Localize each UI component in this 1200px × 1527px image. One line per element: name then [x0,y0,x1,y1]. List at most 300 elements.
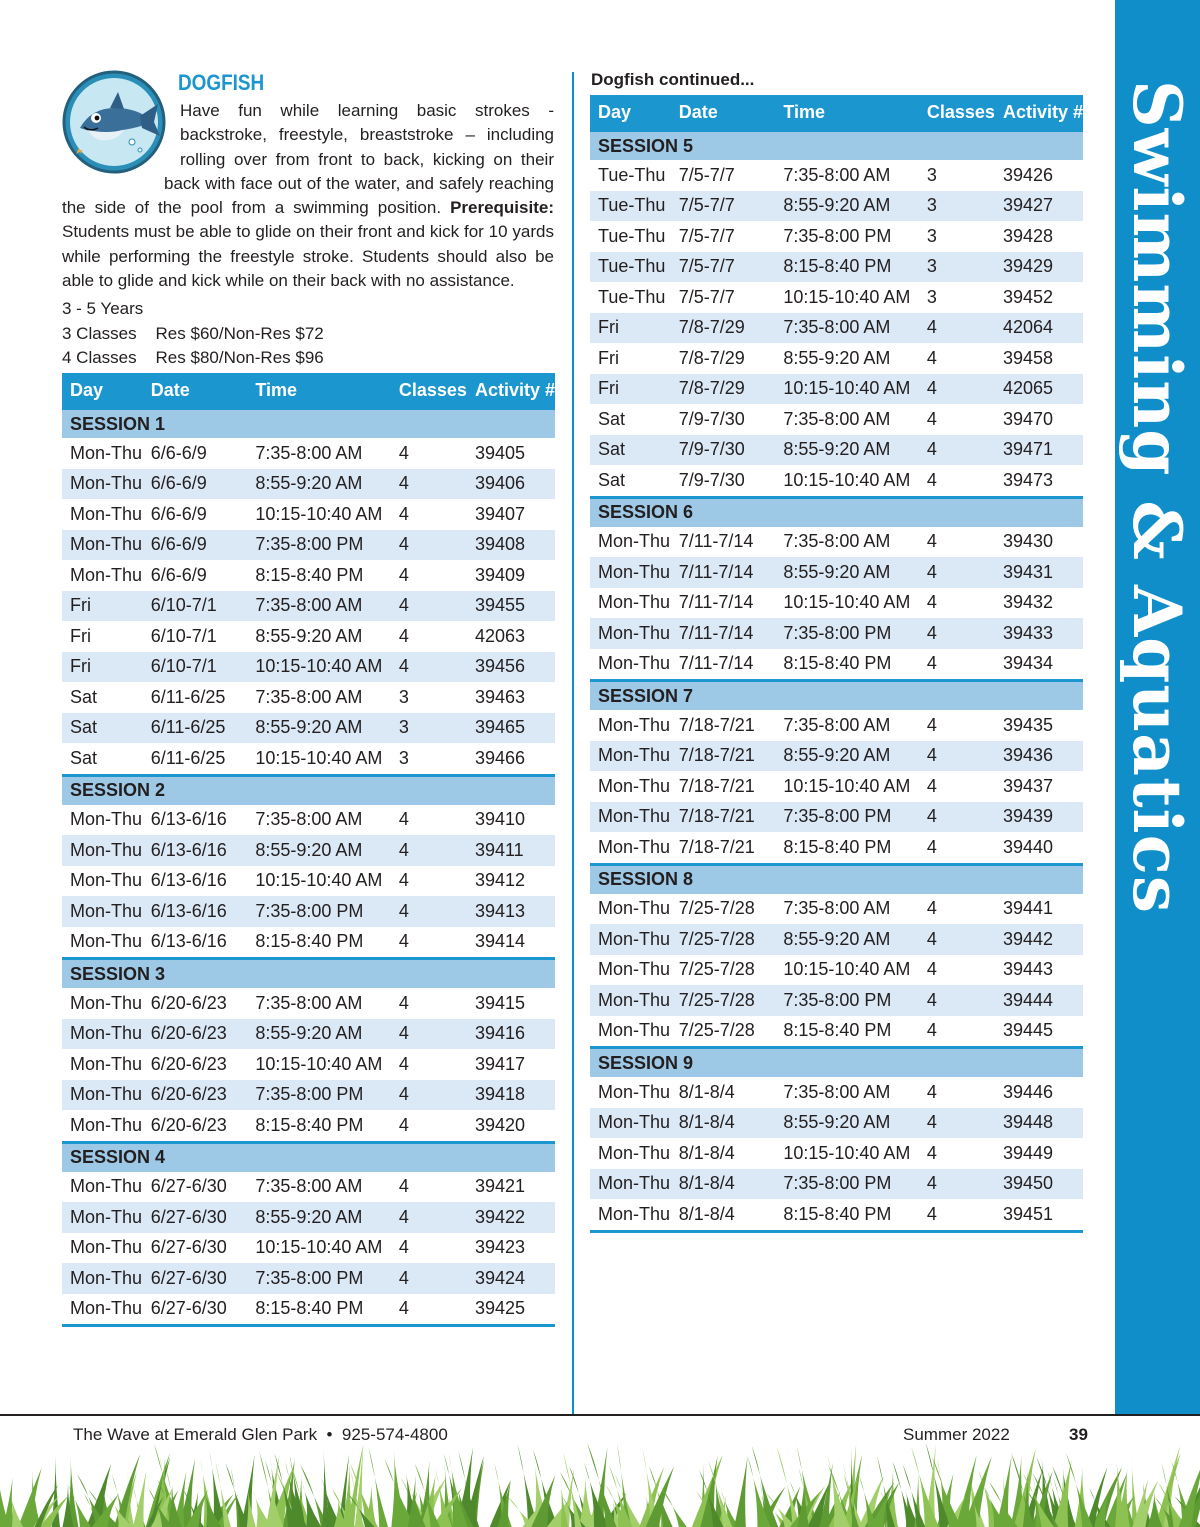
table-row [62,1202,555,1233]
session-label: SESSION 6 [590,497,1083,527]
cell-day: Fri [70,625,91,646]
header-classes: Classes [391,373,467,409]
session-header-row [590,131,1083,161]
table-header-row [590,95,1083,131]
table-row [590,282,1083,313]
cell-classes: 4 [926,347,937,368]
cell-activity: 39422 [467,1202,555,1233]
table-row [590,1077,1083,1108]
cell-date: 6/6-6/9 [150,503,207,524]
cell-activity: 42063 [474,625,526,646]
table-row [62,438,555,469]
cell-classes: 3 [919,252,995,283]
cell-date: 6/11-6/25 [150,747,226,768]
cell-date: 6/13-6/16 [150,809,227,830]
cell-classes: 4 [398,625,409,646]
cell-day: Mon-Thu [598,1203,671,1224]
cell-classes: 4 [391,530,467,561]
table-row [590,191,1083,222]
table-row [590,435,1083,466]
cell-activity: 39417 [474,1053,526,1074]
cell-date: 7/11-7/14 [671,557,776,588]
table-row [62,1233,555,1264]
cell-day: Mon-Thu [598,653,671,674]
cell-day: Mon-Thu [598,1020,671,1041]
cell-date: 6/20-6/23 [143,1080,248,1111]
cell-activity: 39455 [467,591,555,622]
cell-day: Mon-Thu [598,959,671,980]
table-row [62,1263,555,1294]
table-row [590,741,1083,772]
table-row [62,1080,555,1111]
cell-time: 7:35-8:00 PM [775,1169,919,1200]
grass-decoration [0,1444,1200,1527]
cell-time: 7:35-8:00 AM [255,1176,363,1197]
cell-date: 7/11-7/14 [678,653,754,674]
cell-day: Mon-Thu [590,1108,671,1139]
cell-date: 6/20-6/23 [143,1019,248,1050]
table-row [62,1110,555,1142]
cell-activity: 39442 [995,924,1083,955]
table-row [62,866,555,897]
table-row [62,743,555,775]
cell-time: 8:15-8:40 PM [255,1298,364,1319]
table-row [590,343,1083,374]
cell-classes: 4 [926,1203,937,1224]
cell-time: 8:15-8:40 PM [783,1203,892,1224]
cell-time: 10:15-10:40 AM [783,469,911,490]
cell-date: 6/20-6/23 [150,1114,227,1135]
cell-classes: 4 [926,898,937,919]
cell-activity: 39423 [474,1237,526,1258]
cell-activity: 39450 [995,1169,1083,1200]
cell-day: Fri [590,374,671,405]
cell-date: 6/6-6/9 [143,469,248,500]
session-label: SESSION 2 [62,775,555,805]
session-header-row [62,775,555,805]
cell-time: 8:55-9:20 AM [783,347,891,368]
cell-activity: 39428 [1002,225,1054,246]
table-row [62,713,555,744]
cell-activity: 39431 [995,557,1083,588]
cell-time: 7:35-8:00 PM [775,802,919,833]
cell-day: Sat [62,713,143,744]
header-date: Date [143,373,248,409]
footer-season: Summer 2022 [903,1425,1010,1444]
cell-date: 8/1-8/4 [678,1081,735,1102]
cell-activity: 39444 [995,985,1083,1016]
cell-day: Mon-Thu [590,802,671,833]
cell-activity: 39452 [1002,286,1054,307]
cell-date: 7/5-7/7 [678,225,735,246]
cell-time: 8:55-9:20 AM [247,835,391,866]
table-row [62,591,555,622]
cell-activity: 39436 [995,741,1083,772]
table-row [590,588,1083,619]
session-header-row [590,864,1083,894]
cell-activity: 39439 [995,802,1083,833]
cell-time: 10:15-10:40 AM [783,592,911,613]
cell-day: Sat [590,435,671,466]
cell-classes: 4 [391,1263,467,1294]
cell-time: 7:35-8:00 PM [247,530,391,561]
table-row [62,682,555,713]
table-row [590,832,1083,864]
cell-date: 6/20-6/23 [150,992,227,1013]
cell-activity: 39470 [1002,408,1054,429]
header-classes: Classes [919,95,995,131]
cell-classes: 4 [919,802,995,833]
cell-day: Mon-Thu [598,1142,671,1163]
cell-day: Mon-Thu [70,809,143,830]
class-title: DOGFISH [178,70,265,95]
cell-classes: 4 [926,836,937,857]
table-row [62,1294,555,1326]
cell-classes: 4 [398,442,409,463]
cell-day: Mon-Thu [70,931,143,952]
cell-day: Mon-Thu [70,870,143,891]
cell-activity: 39466 [474,747,526,768]
table-row [62,621,555,652]
table-row [590,1169,1083,1200]
table-row [590,252,1083,283]
cell-time: 8:55-9:20 AM [247,713,391,744]
cell-classes: 4 [391,1080,467,1111]
cell-day: Mon-Thu [590,924,671,955]
cell-date: 7/11-7/14 [678,531,754,552]
cell-time: 8:55-9:20 AM [775,435,919,466]
footer-facility: The Wave at Emerald Glen Park • 925-574-4800 [73,1425,448,1444]
cell-classes: 4 [926,531,937,552]
table-row [590,465,1083,497]
cell-activity: 39421 [474,1176,526,1197]
cell-classes: 4 [398,870,409,891]
cell-time: 8:55-9:20 AM [775,557,919,588]
cell-classes: 4 [391,591,467,622]
cell-date: 7/25-7/28 [671,924,776,955]
cell-classes: 4 [926,1020,937,1041]
cell-date: 7/8-7/29 [671,374,776,405]
cell-time: 7:35-8:00 PM [247,1263,391,1294]
cell-time: 8:55-9:20 AM [775,1108,919,1139]
cell-date: 6/6-6/9 [150,564,207,585]
footer-rule [0,1414,1200,1416]
cell-classes: 4 [398,992,409,1013]
table-row [590,160,1083,191]
table-row [590,802,1083,833]
cell-activity: 39432 [1002,592,1054,613]
cell-date: 7/5-7/7 [678,164,735,185]
table-row [590,985,1083,1016]
table-row [590,1138,1083,1169]
cell-date: 6/13-6/16 [143,835,248,866]
cell-activity: 39451 [1002,1203,1054,1224]
schedule-table-left [62,373,555,1327]
cell-activity: 39405 [474,442,526,463]
cell-date: 6/11-6/25 [143,713,248,744]
cell-activity: 39473 [1002,469,1054,490]
cell-date: 6/13-6/16 [150,870,227,891]
cell-time: 10:15-10:40 AM [255,747,383,768]
table-row [590,955,1083,986]
table-row [590,894,1083,925]
cell-date: 7/11-7/14 [678,592,754,613]
cell-classes: 4 [398,503,409,524]
cell-day: Mon-Thu [70,442,143,463]
cell-day: Fri [62,652,143,683]
cell-activity: 39434 [1002,653,1054,674]
cell-day: Tue-Thu [598,225,666,246]
session-header-row [62,959,555,989]
cell-day: Fri [598,347,619,368]
session-label: SESSION 9 [590,1048,1083,1078]
cell-date: 7/25-7/28 [671,985,776,1016]
cell-time: 7:35-8:00 PM [775,618,919,649]
cell-date: 6/10-7/1 [143,652,248,683]
cell-day: Mon-Thu [62,1019,143,1050]
table-row [62,988,555,1019]
table-row [62,652,555,683]
cell-classes: 4 [926,469,937,490]
header-activity: Activity # [467,373,555,409]
cell-time: 8:55-9:20 AM [255,625,363,646]
cell-time: 7:35-8:00 AM [775,313,919,344]
cell-activity: 39429 [995,252,1083,283]
cell-time: 8:55-9:20 AM [247,1202,391,1233]
table-row [62,1049,555,1080]
cell-time: 7:35-8:00 AM [255,992,363,1013]
cell-date: 7/8-7/29 [671,313,776,344]
cell-time: 7:35-8:00 PM [783,225,892,246]
header-day: Day [590,95,671,131]
cell-classes: 4 [926,714,937,735]
header-activity: Activity # [995,95,1083,131]
cell-date: 6/27-6/30 [150,1237,227,1258]
cell-classes: 3 [926,286,937,307]
cell-time: 8:15-8:40 PM [775,252,919,283]
cell-activity: 42064 [995,313,1083,344]
cell-classes: 4 [919,557,995,588]
cell-time: 8:55-9:20 AM [247,469,391,500]
cell-day: Tue-Thu [590,252,671,283]
cell-day: Mon-Thu [62,1080,143,1111]
cell-activity: 39463 [474,686,526,707]
cell-time: 10:15-10:40 AM [783,1142,911,1163]
class-description [62,99,554,293]
table-row [62,896,555,927]
cell-date: 6/27-6/30 [150,1298,227,1319]
table-row [590,618,1083,649]
cell-classes: 3 [919,191,995,222]
session-label: SESSION 3 [62,959,555,989]
cell-activity: 39449 [1002,1142,1054,1163]
cell-time: 7:35-8:00 PM [247,1080,391,1111]
cell-classes: 4 [391,1202,467,1233]
cell-time: 10:15-10:40 AM [255,870,383,891]
cell-date: 6/13-6/16 [143,896,248,927]
header-time: Time [775,95,919,131]
cell-day: Tue-Thu [598,164,666,185]
cell-activity: 39448 [995,1108,1083,1139]
cell-classes: 4 [919,313,995,344]
cell-time: 7:35-8:00 AM [783,408,891,429]
cell-day: Mon-Thu [590,741,671,772]
table-row [62,927,555,959]
table-row [590,557,1083,588]
cell-day: Mon-Thu [590,618,671,649]
cell-date: 7/9-7/30 [678,469,745,490]
cell-time: 10:15-10:40 AM [255,503,383,524]
continued-title: Dogfish continued... [591,70,755,89]
table-row [62,835,555,866]
cell-day: Sat [70,686,98,707]
table-row [590,374,1083,405]
cell-day: Mon-Thu [62,469,143,500]
cell-activity: 39430 [1002,531,1054,552]
cell-activity: 39433 [995,618,1083,649]
age-range: 3 - 5 Years [62,299,144,318]
price-3-classes: 3 Classes Res $60/Non-Res $72 [62,323,324,343]
cell-date: 6/27-6/30 [143,1202,248,1233]
cell-date: 7/9-7/30 [671,435,776,466]
table-row [590,404,1083,435]
price-4-classes: 4 Classes Res $80/Non-Res $96 [62,348,324,367]
cell-day: Mon-Thu [70,1114,143,1135]
cell-day: Mon-Thu [598,531,671,552]
cell-classes: 4 [398,1298,409,1319]
cell-time: 8:15-8:40 PM [255,931,364,952]
cell-day: Sat [598,469,626,490]
cell-classes: 3 [926,164,937,185]
cell-time: 8:55-9:20 AM [775,741,919,772]
cell-date: 7/25-7/28 [678,898,755,919]
cell-day: Mon-Thu [70,564,143,585]
table-row [590,649,1083,681]
cell-date: 6/10-7/1 [143,591,248,622]
cell-classes: 3 [926,225,937,246]
cell-date: 6/13-6/16 [150,931,227,952]
cell-classes: 3 [398,747,409,768]
cell-date: 7/18-7/21 [678,714,755,735]
cell-time: 7:35-8:00 AM [255,686,363,707]
cell-date: 7/5-7/7 [671,252,776,283]
table-row [590,313,1083,344]
cell-time: 8:15-8:40 PM [783,1020,892,1041]
cell-classes: 4 [919,1108,995,1139]
cell-day: Mon-Thu [598,714,671,735]
cell-date: 6/6-6/9 [143,530,248,561]
cell-classes: 4 [919,618,995,649]
cell-day: Mon-Thu [598,1081,671,1102]
table-row [62,560,555,591]
cell-day: Mon-Thu [70,1053,143,1074]
cell-classes: 4 [398,1176,409,1197]
cell-classes: 3 [391,713,467,744]
cell-day: Sat [70,747,98,768]
cell-time: 7:35-8:00 AM [783,531,891,552]
column-divider [572,72,574,1414]
cell-activity: 39435 [1002,714,1054,735]
cell-activity: 39420 [474,1114,526,1135]
table-row [590,924,1083,955]
cell-day: Tue-Thu [590,191,671,222]
cell-time: 10:15-10:40 AM [783,775,911,796]
cell-classes: 4 [926,653,937,674]
cell-activity: 39409 [474,564,526,585]
cell-classes: 4 [398,564,409,585]
table-header-row [62,373,555,409]
cell-date: 6/27-6/30 [143,1263,248,1294]
cell-date: 8/1-8/4 [678,1142,735,1163]
cell-date: 7/8-7/29 [678,347,745,368]
cell-classes: 4 [926,959,937,980]
table-row [62,469,555,500]
cell-time: 10:15-10:40 AM [255,1053,383,1074]
cell-date: 8/1-8/4 [671,1108,776,1139]
cell-day: Mon-Thu [598,775,671,796]
cell-activity: 39456 [467,652,555,683]
cell-activity: 39411 [467,835,555,866]
session-header-row [62,409,555,439]
cell-classes: 3 [398,686,409,707]
cell-time: 8:15-8:40 PM [255,564,364,585]
cell-day: Fri [590,313,671,344]
cell-day: Mon-Thu [598,836,671,857]
cell-activity: 39446 [1002,1081,1054,1102]
cell-date: 6/20-6/23 [150,1053,227,1074]
cell-time: 8:55-9:20 AM [775,924,919,955]
cell-activity: 39413 [467,896,555,927]
cell-activity: 39406 [467,469,555,500]
table-row [590,1016,1083,1048]
description-text: Have fun while learning basic strokes - backstroke, freestyle, breaststroke – including rolling over from front to back, kicking on their back with face out of the water, and safely reaching the side of the pool from a swimming position. [62,101,554,218]
header-day: Day [62,373,143,409]
cell-classes: 4 [398,931,409,952]
cell-day: Mon-Thu [70,1298,143,1319]
cell-classes: 4 [398,1053,409,1074]
cell-day: Mon-Thu [62,530,143,561]
cell-activity: 39408 [467,530,555,561]
cell-classes: 4 [919,924,995,955]
table-row [62,499,555,530]
cell-activity: 39407 [474,503,526,524]
session-label: SESSION 5 [590,131,1083,161]
table-row [590,527,1083,558]
cell-activity: 39418 [467,1080,555,1111]
cell-time: 8:15-8:40 PM [783,653,892,674]
cell-time: 7:35-8:00 AM [783,898,891,919]
session-header-row [590,497,1083,527]
table-row [62,1019,555,1050]
cell-date: 7/9-7/30 [678,408,745,429]
cell-date: 8/1-8/4 [671,1169,776,1200]
cell-date: 7/18-7/21 [671,802,776,833]
cell-classes: 4 [391,469,467,500]
cell-classes: 4 [919,741,995,772]
cell-day: Mon-Thu [70,1237,143,1258]
cell-time: 8:15-8:40 PM [783,836,892,857]
table-row [590,710,1083,741]
page-number: 39 [1069,1425,1088,1444]
table-row [62,1172,555,1203]
cell-day: Mon-Thu [598,898,671,919]
cell-day: Mon-Thu [62,1263,143,1294]
cell-activity: 39465 [467,713,555,744]
cell-classes: 4 [926,1142,937,1163]
cell-day: Mon-Thu [62,1202,143,1233]
cell-activity: 39445 [1002,1020,1054,1041]
cell-day: Mon-Thu [590,1169,671,1200]
